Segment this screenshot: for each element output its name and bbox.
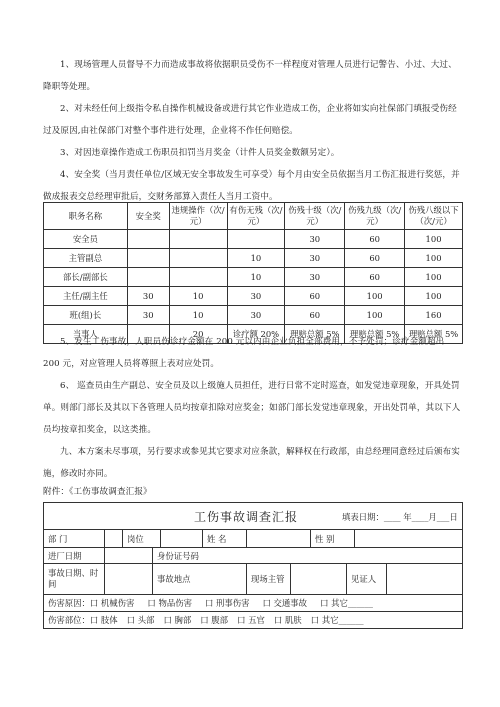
cause-option-traffic[interactable]: 口 交通事故 [262, 598, 308, 608]
form-row-basic [43, 530, 463, 548]
cause-option-criminal[interactable]: 口 刑事伤害 [204, 598, 250, 608]
table-cell: 诊疗额 20% [227, 325, 285, 344]
supervisor-label: 现场主管 [246, 564, 290, 594]
paragraph-5: 5、发生工伤事故，人职员伤诊疗金额在 200 元以内由企业负担全部费用，不予处罚；诊疗金额超出 200 元，对应管理人员将尊照上表对应处罚。 [43, 337, 445, 369]
cause-option-machine[interactable]: 口 机械伤害 [89, 598, 135, 608]
table-cell [169, 230, 227, 249]
witness-field[interactable] [386, 564, 464, 594]
paragraph-1: 1、现场管理人员督导不力而造成事故将依据职员受伤不一样程度对管理人员进行记警告、小过、大过、降职等处理。 [43, 60, 457, 92]
fill-date-label: 填表日期：____ 年____月___日 [342, 512, 458, 522]
injury-part-label: 伤害部位： [48, 615, 90, 625]
attachment-line: 附件：《工伤事故调查汇报》 [43, 487, 152, 497]
table-cell: 30 [285, 249, 345, 268]
table-cell: 理赔总额 5% [405, 325, 463, 344]
accident-time-field[interactable] [104, 564, 152, 594]
table-header: 职务名称 [44, 203, 128, 230]
entry-date-field[interactable] [104, 548, 152, 563]
table-cell: 安全员 [44, 230, 128, 249]
table-header: 有伤无残（次/元） [227, 203, 285, 230]
table-cell: 20 [169, 325, 227, 344]
table-cell [227, 230, 285, 249]
table-header: 违规操作（次/元） [169, 203, 227, 230]
accident-report-form [43, 502, 463, 629]
accident-place-label: 事故地点 [152, 564, 246, 594]
table-cell: 160 [405, 306, 463, 325]
form-row-accident [43, 564, 463, 595]
table-cell [169, 268, 227, 287]
table-cell: 班(组)长 [44, 306, 128, 325]
paragraph-9: 九、本方案未尽事项，另行要求或参见其它要求对应条款，解释权在行政部，由总经理同意经过后颁布实施，修改时亦同。 [43, 447, 460, 479]
reward-table [43, 202, 463, 344]
form-title: 工伤事故调查汇报 [194, 510, 299, 524]
form-row-entry [43, 548, 463, 564]
post-field[interactable] [160, 530, 202, 547]
form-title-row [43, 502, 463, 530]
table-row [44, 306, 463, 325]
cause-option-other[interactable]: 口 其它______ [320, 598, 373, 608]
table-cell: 30 [227, 306, 285, 325]
form-row-cause [43, 595, 463, 612]
table-cell: 60 [345, 230, 405, 249]
table-cell: 部长/副部长 [44, 268, 128, 287]
table-cell: 30 [227, 287, 285, 306]
table-cell [127, 249, 169, 268]
part-option-skin[interactable]: 口 肌肤 [273, 615, 302, 625]
part-option-other[interactable]: 口 其它______ [310, 615, 364, 625]
table-row [44, 249, 463, 268]
table-row [44, 230, 463, 249]
table-cell: 当事人 [44, 325, 128, 344]
cause-option-object[interactable]: 口 物品伤害 [147, 598, 192, 608]
table-cell: 理赔总额 5% [285, 325, 345, 344]
table-header-row [44, 203, 463, 230]
table-cell: 30 [285, 230, 345, 249]
table-cell: 60 [285, 306, 345, 325]
table-row [44, 268, 463, 287]
injury-part-line [44, 612, 462, 628]
name-field[interactable] [246, 530, 310, 547]
injury-cause-label: 伤害原因： [48, 598, 90, 608]
dept-field[interactable] [104, 530, 122, 547]
form-row-part [43, 612, 463, 629]
table-cell: 理赔总额 5% [345, 325, 405, 344]
entry-date-label: 进厂日期 [48, 550, 82, 561]
table-cell: 100 [345, 306, 405, 325]
witness-label: 见证人 [346, 564, 386, 594]
table-cell: 主任/副主任 [44, 287, 128, 306]
id-number-label: 身份证号码 [152, 548, 246, 563]
part-option-chest[interactable]: 口 胸部 [163, 615, 192, 625]
table-cell: 主管副总 [44, 249, 128, 268]
table-cell: 100 [405, 268, 463, 287]
table-cell: 100 [345, 287, 405, 306]
table-cell: 30 [127, 287, 169, 306]
table-header: 伤残十级（次/元） [285, 203, 345, 230]
table-header: 伤残八级以下（次/元） [405, 203, 463, 230]
table-cell: 100 [405, 249, 463, 268]
part-option-limb[interactable]: 口 肢体 [89, 615, 118, 625]
paragraph-4: 4、安全奖（当月责任单位/区域无安全事故发生可享受）每个月由安全员依据当月工伤汇报进行奖惩，并做成报表交总经理审批后，交财务部算入责任人当月工资中。 [43, 170, 460, 202]
table-cell: 10 [169, 287, 227, 306]
table-cell: 30 [285, 268, 345, 287]
table-cell: 30 [127, 306, 169, 325]
table-header: 伤残九级（次/元） [345, 203, 405, 230]
table-header: 安全奖 [127, 203, 169, 230]
paragraph-2: 2、对未经任何上级指令私自操作机械设备或进行其它作业造成工伤，企业将如实向社保部门填报受伤经过及原因,由社保部门对整个事件进行处理，企业将不作任何赔偿。 [43, 104, 457, 136]
paragraph-6: 6、 巡查员由生产副总、安全员及以上级施人员担任，进行日常不定时巡查，如发觉违章现象，开具处罚单。则部门部长及其以下各管理人员均按章扣除对应奖金；如部门部长发觉违章现象，开出处罚单，其以下人员均按章扣奖金，以这类推。 [43, 381, 461, 435]
gender-field[interactable] [354, 530, 464, 547]
part-option-face[interactable]: 口 五官 [237, 615, 265, 625]
part-option-head[interactable]: 口 头部 [126, 615, 155, 625]
name-label: 姓 名 [202, 530, 246, 547]
gender-label: 性 别 [310, 530, 354, 547]
table-cell: 60 [345, 249, 405, 268]
injury-cause-line [44, 595, 462, 611]
table-cell: 100 [405, 287, 463, 306]
table-cell [169, 249, 227, 268]
id-number-field[interactable] [246, 548, 464, 563]
table-row [44, 287, 463, 306]
table-cell: 60 [345, 268, 405, 287]
table-cell [127, 230, 169, 249]
part-option-abdomen[interactable]: 口 腹部 [200, 615, 229, 625]
table-cell: 10 [227, 249, 285, 268]
table-cell: 60 [285, 287, 345, 306]
accident-time-label: 事故日期、时间 [48, 568, 99, 589]
paragraph-3: 3、对因违章操作造成工伤职员扣罚当月奖金（计件人员奖金数额另定）。 [60, 148, 340, 158]
post-label: 岗位 [122, 530, 160, 547]
table-cell: 10 [227, 268, 285, 287]
table-cell [127, 268, 169, 287]
table-cell: 10 [169, 306, 227, 325]
supervisor-field[interactable] [290, 564, 346, 594]
table-cell: 100 [405, 230, 463, 249]
dept-label: 部 门 [48, 533, 68, 544]
